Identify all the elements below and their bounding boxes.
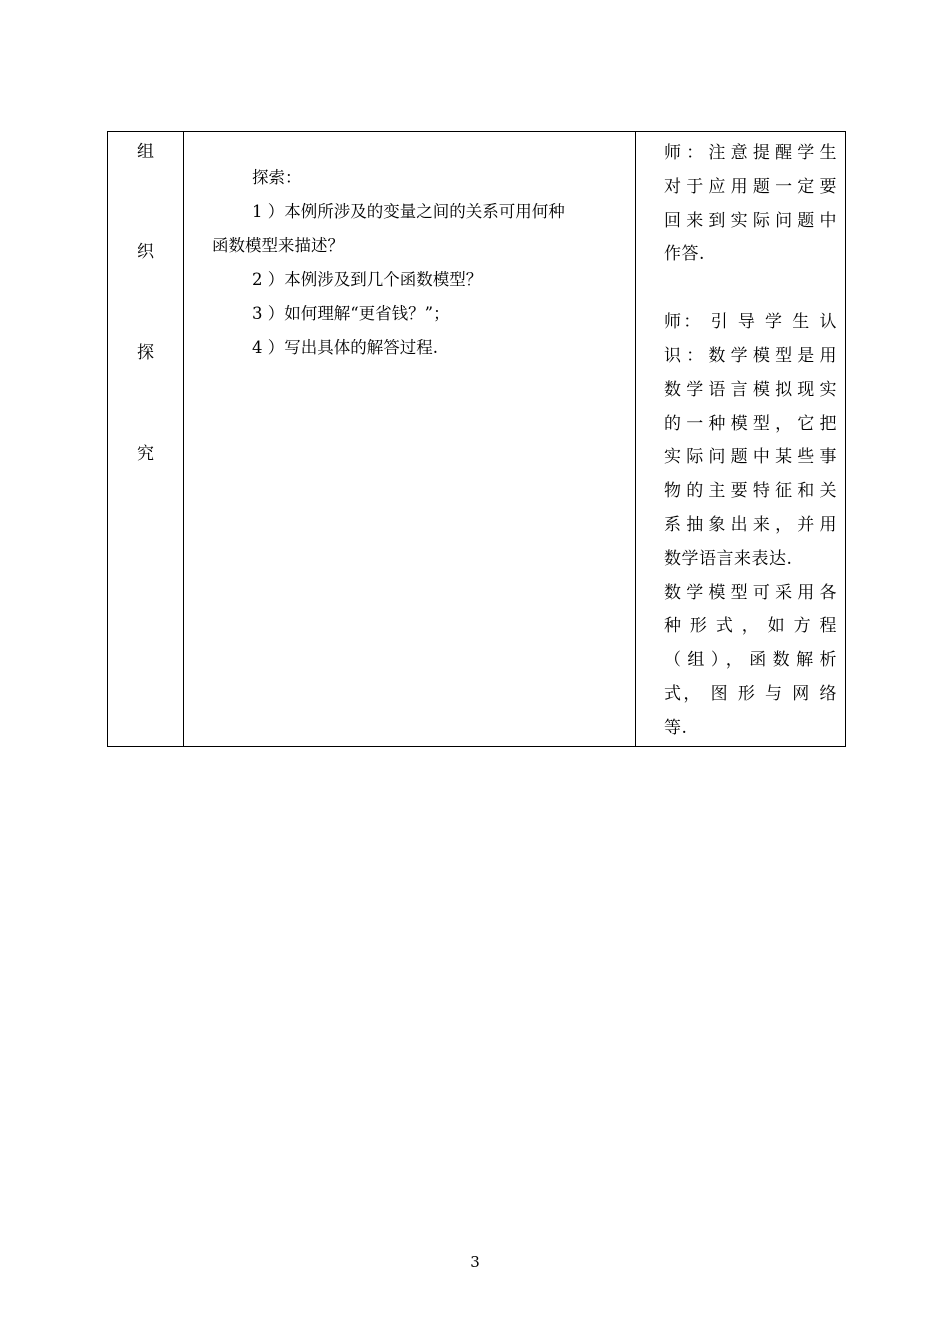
note-line: 数学语言模拟现实 xyxy=(664,379,837,400)
stage-char: 织 xyxy=(137,242,154,262)
lesson-table xyxy=(107,131,846,747)
teacher-notes xyxy=(636,132,845,746)
stage-char: 探 xyxy=(137,343,154,363)
stage-cell xyxy=(108,132,184,747)
note-line: 式， 图 形 与 网 络 xyxy=(664,683,837,704)
notes-cell xyxy=(636,132,846,747)
content-cell xyxy=(184,132,636,747)
note-line: 系抽象出来，并用 xyxy=(664,514,837,535)
question-line: 3 ）如何理解“更省钱？”； xyxy=(252,304,450,323)
note-line: 师： 引 导 学 生 认 xyxy=(664,312,837,333)
question-line: 2 ）本例涉及到几个函数模型？ xyxy=(252,270,483,289)
note-line: 数学语言来表达. xyxy=(664,548,793,569)
note-line: 回来到实际问题中 xyxy=(664,210,837,231)
note-line: （组），函数解析 xyxy=(664,650,837,671)
note-line: 对于应用题一定要 xyxy=(664,176,837,197)
table-row xyxy=(108,132,846,747)
note-line: 种 形 式 ， 如 方 程 xyxy=(664,616,837,637)
note-line: 物的主要特征和关 xyxy=(664,481,837,502)
note-line: 师：注意提醒学生 xyxy=(664,143,837,163)
question-line: 函数模型来描述？ xyxy=(212,236,344,255)
note-line: 的一种模型，它把 xyxy=(664,413,837,434)
note-gap xyxy=(664,272,837,306)
exploration-block xyxy=(184,132,635,365)
page-number: 3 xyxy=(470,1253,480,1271)
note-line: 数学模型可采用各 xyxy=(664,582,837,603)
question-line: 1 ）本例所涉及的变量之间的关系可用何种 xyxy=(252,202,565,221)
question-line: 4 ）写出具体的解答过程. xyxy=(252,338,438,357)
stage-char: 组 xyxy=(137,142,154,162)
exploration-heading: 探索： xyxy=(252,168,302,187)
stage-label xyxy=(108,132,183,739)
note-line: 实际问题中某些事 xyxy=(664,447,837,468)
note-line: 识：数学模型是用 xyxy=(664,345,837,366)
note-line: 等. xyxy=(664,717,688,738)
stage-char: 究 xyxy=(137,444,154,464)
note-line: 作答. xyxy=(664,244,705,265)
